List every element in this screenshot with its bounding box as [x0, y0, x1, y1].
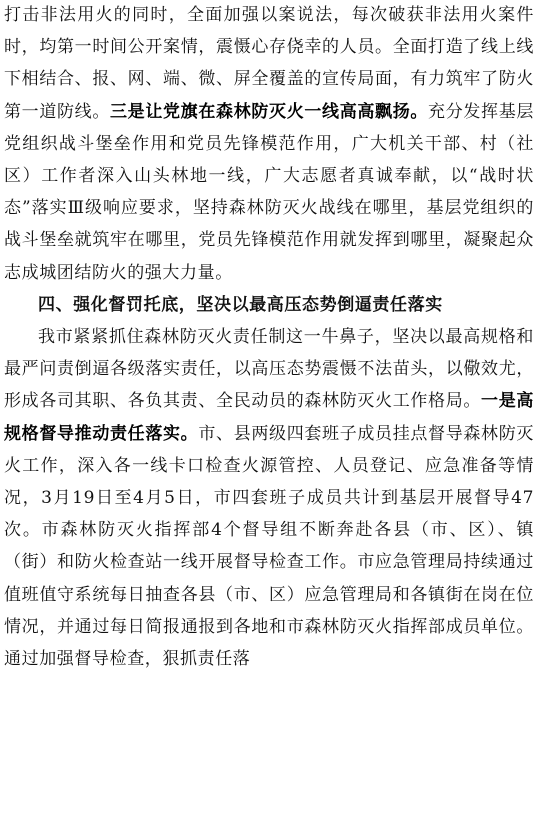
body-paragraph [4, 0, 534, 289]
section-heading: 四、强化督罚托底，坚决以最高压态势倒逼责任落实 [38, 294, 443, 315]
paragraph-text: 打击非法用火的同时，全面加强以案说法，每次破获非法用火案件时，均第一时间公开案情，震慑心存侥幸的人员。全面打造了线上线下相结合、报、网、端、微、屏全覆盖的宣传局面，有力筑牢了防火第一道防线。 [4, 5, 534, 122]
document-page [4, 0, 534, 675]
bold-key-point: 一是高规格督导推动责任落实。 [4, 391, 534, 444]
body-paragraph [4, 321, 534, 675]
paragraph-text: 充分发挥基层党组织战斗堡垒作用和党员先锋模范作用，广大机关干部、村（社区）工作者深入山头林地一线，广大志愿者真诚奉献，以“战时状态”落实Ⅲ级响应要求，坚持森林防灭火战线在哪里，基层党组织的战斗堡垒就筑牢在哪里，党员先锋模范作用就发挥到哪里，凝聚起众志成城团结防火的强大力量。 [4, 101, 534, 283]
paragraph-text: 我市紧紧抓住森林防灭火责任制这一牛鼻子，坚决以最高规格和最严问责倒逼各级落实责任，以高压态势震慑不法苗头，以儆效尤，形成各司其职、各负其责、全民动员的森林防灭火工作格局。 [4, 327, 534, 412]
paragraph-text: 市、县两级四套班子成员挂点督导森林防灭火工作，深入各一线卡口检查火源管控、人员登记、应急准备等情况，3月19日至4月5日，市四套班子成员共计到基层开展督导47次。市森林防灭火指挥部4个督导组不断奔赴各县（市、区）、镇（街）和防火检查站一线开展督导检查工作。市应急管理局持续通过值班值守系统每日抽查各县（市、区）应急管理局和各镇街在岗在位情况，并通过每日简报通报到各地和市森林防灭火指挥部成员单位。通过加强督导检查，狠抓责任落 [4, 423, 534, 670]
bold-key-point: 三是让党旗在森林防灭火一线高高飘扬。 [110, 101, 429, 122]
